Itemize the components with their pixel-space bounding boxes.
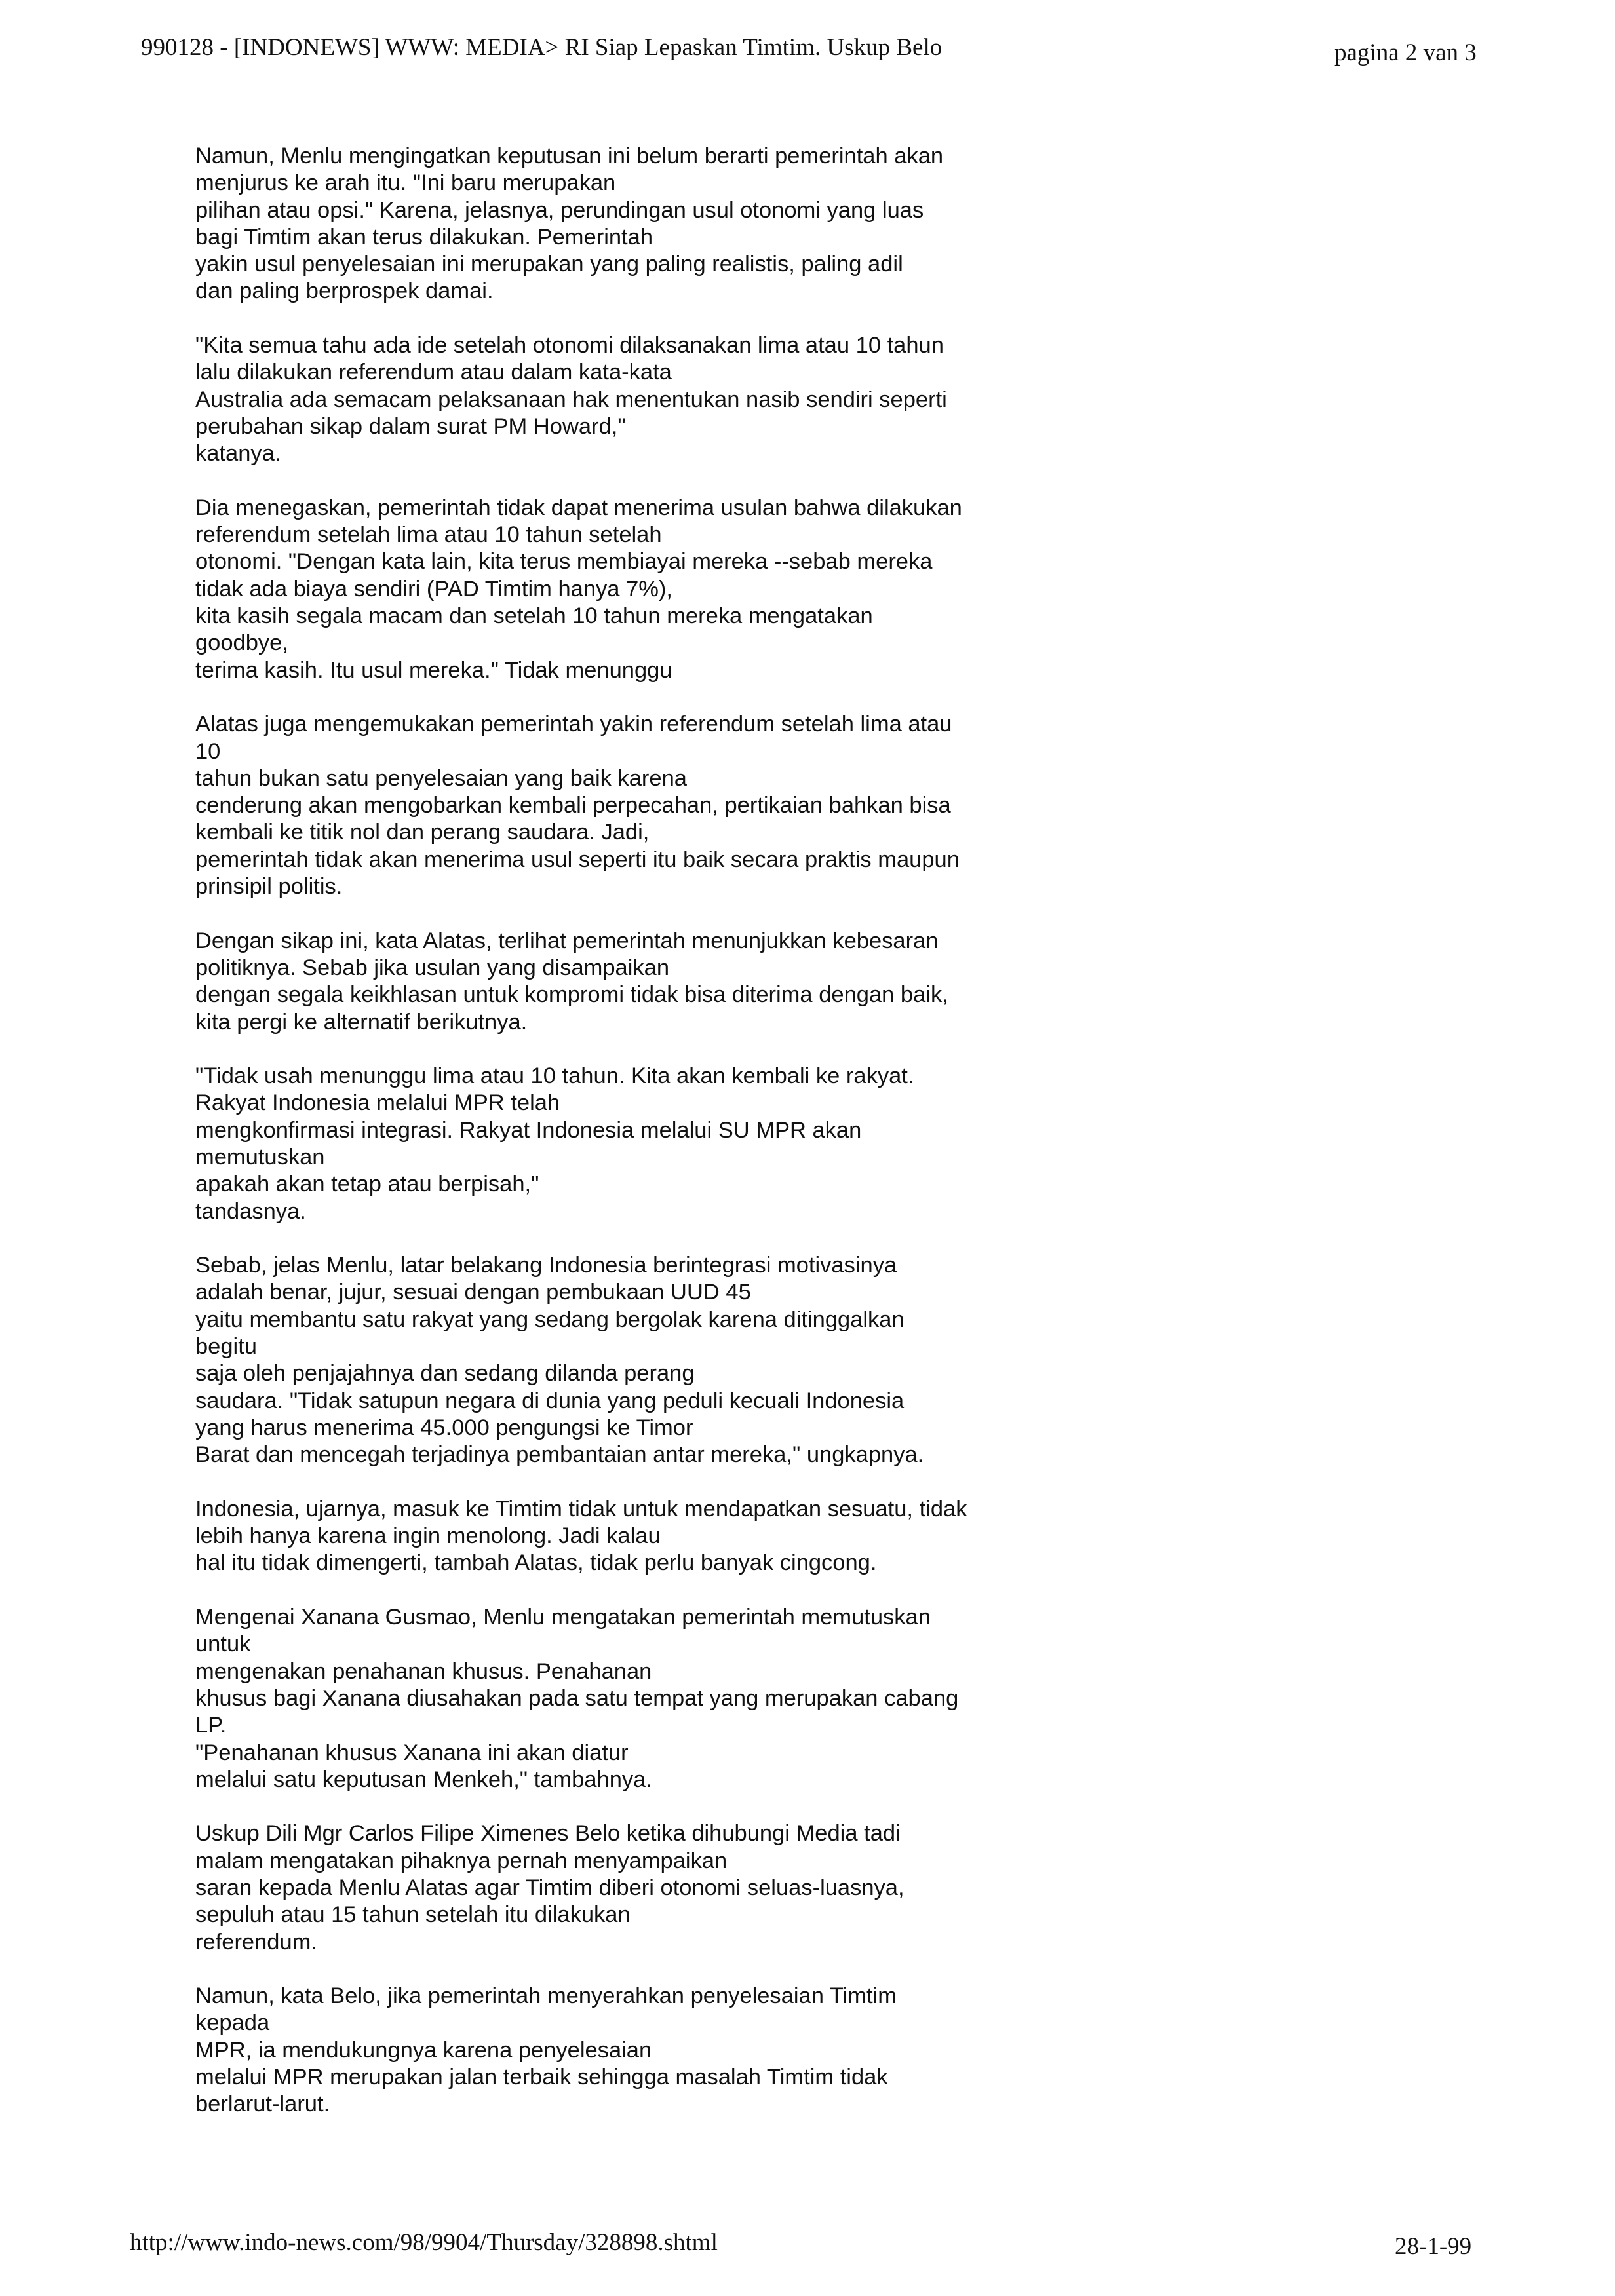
- paragraph-line: mengenakan penahanan khusus. Penahanan: [195, 1658, 652, 1684]
- paragraph-line: katanya.: [195, 441, 281, 467]
- paragraph-line: Barat dan mencegah terjadinya pembantaian antar mereka," ungkapnya.: [195, 1442, 924, 1468]
- paragraph-line: Australia ada semacam pelaksanaan hak menentukan nasib sendiri seperti: [195, 387, 947, 412]
- article-paragraph: [195, 143, 1113, 305]
- paragraph-line: cenderung akan mengobarkan kembali perpecahan, pertikaian bahkan bisa: [195, 793, 951, 818]
- paragraph-line: Namun, Menlu mengingatkan keputusan ini belum berarti pemerintah akan: [195, 144, 944, 168]
- paragraph-line: khusus bagi Xanana diusahakan pada satu tempat yang merupakan cabang: [195, 1685, 959, 1711]
- article-paragraph: [195, 332, 1113, 467]
- paragraph-line: lebih hanya karena ingin menolong. Jadi kalau: [195, 1523, 661, 1549]
- paragraph-line: tandasnya.: [195, 1198, 306, 1224]
- paragraph-line: apakah akan tetap atau berpisah,": [195, 1172, 539, 1197]
- paragraph-line: saja oleh penjajahnya dan sedang dilanda perang: [195, 1361, 695, 1387]
- paragraph-line: otonomi. "Dengan kata lain, kita terus membiayai mereka --sebab mereka: [195, 549, 933, 575]
- article-paragraph: [195, 1063, 1113, 1225]
- paragraph-line: memutuskan: [195, 1144, 325, 1170]
- article-paragraph: [195, 1604, 1113, 1793]
- paragraph-line: perubahan sikap dalam surat PM Howard,": [195, 413, 626, 439]
- paragraph-line: adalah benar, jujur, sesuai dengan pembukaan UUD 45: [195, 1280, 751, 1305]
- paragraph-line: berlarut-larut.: [195, 2092, 330, 2117]
- paragraph-line: Namun, kata Belo, jika pemerintah menyerahkan penyelesaian Timtim: [195, 1983, 897, 2009]
- article-paragraph: [195, 1496, 1113, 1577]
- paragraph-line: dan paling berprospek damai.: [195, 278, 494, 304]
- paragraph-line: menjurus ke arah itu. "Ini baru merupakan: [195, 170, 616, 196]
- paragraph-line: sepuluh atau 15 tahun setelah itu dilakukan: [195, 1902, 631, 1928]
- paragraph-line: terima kasih. Itu usul mereka." Tidak menunggu: [195, 657, 672, 683]
- paragraph-line: bagi Timtim akan terus dilakukan. Pemerintah: [195, 224, 653, 250]
- article-paragraph: [195, 711, 1113, 900]
- paragraph-line: referendum setelah lima atau 10 tahun setelah: [195, 522, 662, 548]
- paragraph-line: Rakyat Indonesia melalui MPR telah: [195, 1090, 560, 1116]
- footer-date: 28-1-99: [1395, 2233, 1472, 2260]
- paragraph-line: tahun bukan satu penyelesaian yang baik karena: [195, 765, 687, 791]
- paragraph-line: pilihan atau opsi." Karena, jelasnya, perundingan usul otonomi yang luas: [195, 197, 924, 223]
- paragraph-line: pemerintah tidak akan menerima usul seperti itu baik secara praktis maupun: [195, 847, 960, 872]
- article-paragraph: [195, 1983, 1113, 2118]
- paragraph-line: kita kasih segala macam dan setelah 10 tahun mereka mengatakan: [195, 603, 873, 629]
- paragraph-line: Indonesia, ujarnya, masuk ke Timtim tidak untuk mendapatkan sesuatu, tidak: [195, 1496, 967, 1521]
- article-paragraph: [195, 1252, 1113, 1468]
- paragraph-line: dengan segala keikhlasan untuk kompromi tidak bisa diterima dengan baik,: [195, 982, 948, 1008]
- page-header-title: 990128 - [INDONEWS] WWW: MEDIA> RI Siap Lepaskan Timtim. Uskup Belo: [141, 34, 943, 61]
- paragraph-line: melalui MPR merupakan jalan terbaik sehingga masalah Timtim tidak: [195, 2065, 888, 2090]
- paragraph-line: "Tidak usah menunggu lima atau 10 tahun. Kita akan kembali ke rakyat.: [195, 1063, 914, 1089]
- page-number: pagina 2 van 3: [1334, 39, 1477, 66]
- paragraph-line: referendum.: [195, 1929, 318, 1955]
- paragraph-line: saran kepada Menlu Alatas agar Timtim diberi otonomi seluas-luasnya,: [195, 1875, 905, 1900]
- paragraph-line: yaitu membantu satu rakyat yang sedang bergolak karena ditinggalkan: [195, 1307, 905, 1332]
- paragraph-line: Dia menegaskan, pemerintah tidak dapat menerima usulan bahwa dilakukan: [195, 495, 962, 520]
- paragraph-line: Dengan sikap ini, kata Alatas, terlihat pemerintah menunjukkan kebesaran: [195, 928, 939, 953]
- paragraph-line: goodbye,: [195, 630, 288, 656]
- paragraph-line: malam mengatakan pihaknya pernah menyampaikan: [195, 1848, 728, 1873]
- paragraph-line: prinsipil politis.: [195, 874, 343, 900]
- paragraph-line: politiknya. Sebab jika usulan yang disampaikan: [195, 955, 670, 980]
- paragraph-line: melalui satu keputusan Menkeh," tambahnya.: [195, 1767, 652, 1792]
- paragraph-line: Sebab, jelas Menlu, latar belakang Indonesia berintegrasi motivasinya: [195, 1253, 897, 1278]
- paragraph-line: begitu: [195, 1334, 257, 1360]
- paragraph-line: "Penahanan khusus Xanana ini akan diatur: [195, 1740, 629, 1765]
- paragraph-line: Alatas juga mengemukakan pemerintah yakin referendum setelah lima atau: [195, 712, 952, 737]
- article-paragraph: [195, 928, 1113, 1036]
- paragraph-line: yakin usul penyelesaian ini merupakan yang paling realistis, paling adil: [195, 252, 903, 277]
- paragraph-line: kepada: [195, 2010, 270, 2036]
- footer-url: http://www.indo-news.com/98/9904/Thursday/328898.shtml: [130, 2229, 718, 2256]
- paragraph-line: saudara. "Tidak satupun negara di dunia yang peduli kecuali Indonesia: [195, 1388, 905, 1413]
- paragraph-line: MPR, ia mendukungnya karena penyelesaian: [195, 2037, 652, 2063]
- paragraph-line: kita pergi ke alternatif berikutnya.: [195, 1009, 528, 1035]
- paragraph-line: mengkonfirmasi integrasi. Rakyat Indonesia melalui SU MPR akan: [195, 1117, 862, 1143]
- paragraph-line: kembali ke titik nol dan perang saudara. Jadi,: [195, 820, 650, 845]
- paragraph-line: 10: [195, 738, 221, 764]
- paragraph-line: untuk: [195, 1632, 251, 1657]
- paragraph-line: Uskup Dili Mgr Carlos Filipe Ximenes Belo ketika dihubungi Media tadi: [195, 1821, 901, 1846]
- paragraph-line: lalu dilakukan referendum atau dalam kata-kata: [195, 360, 672, 385]
- article-body: [195, 143, 1113, 2145]
- paragraph-line: yang harus menerima 45.000 pengungsi ke Timor: [195, 1415, 693, 1440]
- article-paragraph: [195, 495, 1113, 684]
- paragraph-line: hal itu tidak dimengerti, tambah Alatas, tidak perlu banyak cingcong.: [195, 1550, 877, 1576]
- paragraph-line: "Kita semua tahu ada ide setelah otonomi dilaksanakan lima atau 10 tahun: [195, 333, 944, 358]
- paragraph-line: LP.: [195, 1713, 227, 1738]
- paragraph-line: tidak ada biaya sendiri (PAD Timtim hanya 7%),: [195, 576, 673, 602]
- paragraph-line: Mengenai Xanana Gusmao, Menlu mengatakan pemerintah memutuskan: [195, 1605, 931, 1630]
- article-paragraph: [195, 1820, 1113, 1955]
